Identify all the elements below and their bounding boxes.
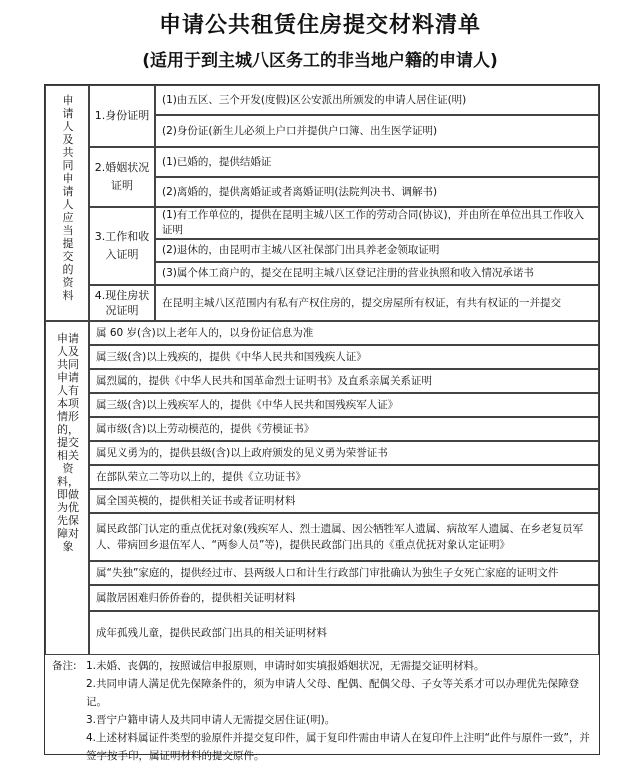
marriage-item-1: (1)已婚的，提供结婚证	[155, 147, 599, 177]
housing-item-1: 在昆明主城八区范围内有私有产权住房的，提交房屋所有权证，有共有权证的一并提交	[155, 285, 599, 321]
page-title: 申请公共租赁住房提交材料清单	[158, 13, 481, 38]
priority-item-12: 成年孤残儿童，提供民政部门出具的相关证明材料	[89, 611, 599, 655]
materials-table	[44, 84, 600, 755]
priority-item-4: 属三级(含)以上残疾军人的，提供《中华人民共和国残疾军人证》	[89, 393, 599, 417]
priority-item-9: 属民政部门认定的重点优抚对象(残疾军人、烈士遗属、因公牺牲军人遗属、病故军人遗属、在乡老复员军人、带病回乡退伍军人、“两参人员”等)，提供民政部门出具的《重点优抚对象认定证明》	[89, 513, 599, 561]
section2-label-cell	[45, 321, 89, 655]
priority-item-7: 在部队荣立二等功以上的，提供《立功证书》	[89, 465, 599, 489]
work-item-3: (3)属个体工商户的，提交在昆明主城八区登记注册的营业执照和收入情况承诺书	[155, 262, 599, 285]
marriage-item-2: (2)离婚的，提供离婚证或者离婚证明(法院判决书、调解书)	[155, 177, 599, 207]
priority-item-10: 属“失独”家庭的，提供经过市、县两级人口和计生行政部门审批确认为独生子女死亡家庭的证明文件	[89, 561, 599, 585]
notes-label: 备注:	[52, 660, 77, 672]
work-item-1: (1)有工作单位的，提供在昆明主城八区工作的劳动合同(协议)，并由所在单位出具工作收入证明	[155, 207, 599, 239]
category-marriage: 2.婚姻状况证明	[89, 147, 155, 207]
note-4: 4.上述材料属证件类型的验原件并提交复印件，属于复印件需由申请人在复印件上注明“此件与原件一致”，并签字按手印，属证明材料的提交原件。	[86, 732, 590, 762]
priority-item-11: 属散居困难归侨侨眷的，提供相关证明材料	[89, 585, 599, 611]
work-item-2: (2)退休的，由昆明市主城八区社保部门出具养老金领取证明	[155, 239, 599, 262]
section1-label: 申请人及共同申请人应当提交的资料	[62, 94, 74, 302]
priority-item-3: 属烈属的，提供《中华人民共和国革命烈士证明书》及直系亲属关系证明	[89, 369, 599, 393]
priority-item-6: 属见义勇为的，提供县级(含)以上政府颁发的见义勇为荣誉证书	[89, 441, 599, 465]
notes-section	[52, 657, 596, 765]
note-1: 1.未婚、丧偶的，按照诚信申报原则，申请时如实填报婚姻状况，无需提交证明材料。	[86, 660, 485, 672]
priority-item-1: 属 60 岁(含)以上老年人的，以身份证信息为准	[89, 321, 599, 345]
identity-item-2: (2)身份证(新生儿必须上户口并提供户口簿、出生医学证明)	[155, 115, 599, 147]
priority-item-5: 属市级(含)以上劳动模范的，提供《劳模证书》	[89, 417, 599, 441]
page-subtitle: (适用于到主城八区务工的非当地户籍的申请人)	[142, 51, 498, 71]
category-identity: 1.身份证明	[89, 85, 155, 147]
category-housing: 4.现住房状况证明	[89, 285, 155, 321]
identity-item-1: (1)由五区、三个开发(度假)区公安派出所颁发的申请人居住证(明)	[155, 85, 599, 115]
note-2: 2.共同申请人满足优先保障条件的，须为申请人父母、配偶、配偶父母、子女等关系才可以办理优先保障登记。	[86, 678, 580, 708]
priority-item-2: 属三级(含)以上残疾的，提供《中华人民共和国残疾人证》	[89, 345, 599, 369]
category-work-income: 3.工作和收入证明	[89, 207, 155, 285]
note-3: 3.晋宁户籍申请人及共同申请人无需提交居住证(明)。	[86, 714, 336, 726]
section2-label: 申请人及共同申请人有本项情形的，提交相关资料，即做为优先保障对象	[57, 332, 79, 553]
priority-item-8: 属全国英模的，提供相关证书或者证明材料	[89, 489, 599, 513]
section1-label-cell	[45, 85, 89, 321]
